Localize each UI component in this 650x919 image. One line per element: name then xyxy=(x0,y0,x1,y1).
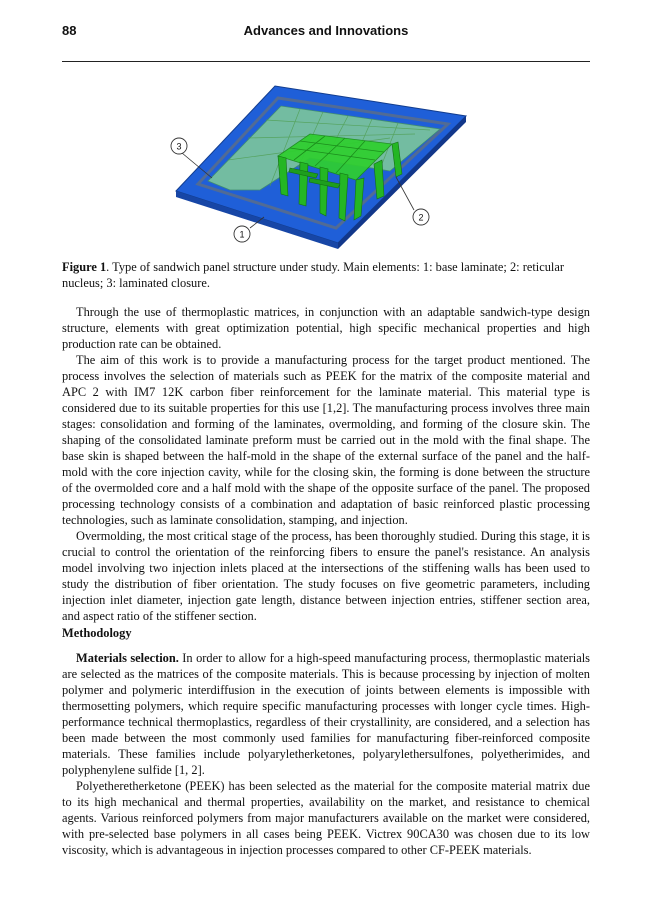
sandwich-panel-illustration xyxy=(160,78,480,253)
intro-paragraph-2: The aim of this work is to provide a manufacturing process for the target product mentioned. The process involves the selection of materials such as PEEK for the matrix of the composite material and APC 2 with IM7 12K carbon fiber reinforcement for the laminate material. This material type is considered due to its suitable properties for this use [1,2]. The manufacturing process involves three main stages: consolidation and forming of the laminates, overmolding, and forming of the closure skin. The shaping of the consolidated laminate preform must be carried out in the mold with the final shape. The base skin is shaped between the half-mold in the shape of the external surface of the panel and the half-mold with the core injection cavity, while for the closing skin, the forming is done between the structure of the overmolded core and a half mold with the shape of the opposite surface of the panel. The proposed processing technology consists of a combination and adaptation of basic reinforced plastic processing technologies, such as laminate consolidation, stamping, and injection. xyxy=(62,353,590,527)
running-header xyxy=(62,23,590,41)
methodology-section xyxy=(62,650,590,858)
figure-1 xyxy=(160,78,480,253)
materials-selection-runin: Materials selection. xyxy=(76,651,179,665)
callout-2-label: 2 xyxy=(418,212,424,223)
page-number: 88 xyxy=(62,23,77,38)
callout-3-label: 3 xyxy=(176,141,182,152)
figure-caption-text: . Type of sandwich panel structure under study. Main elements: 1: base laminate; 2: reticular nucleus; 3: laminated closure. xyxy=(62,260,564,290)
intro-paragraph-1: Through the use of thermoplastic matrices, in conjunction with an adaptable sandwich-type design structure, elements with great optimization potential, high specific mechanical properties and high production rate can be obtained. xyxy=(62,305,590,351)
header-rule xyxy=(62,61,590,62)
methodology-paragraph-2: Polyetheretherketone (PEEK) has been selected as the material for the composite material matrix due to its high mechanical and thermal properties, availability on the market, and resistance to chemical agents. Various reinforced polymers from major manufacturers available on the market were considered, with pre-selected base polymers in all cases being PEEK. Victrex 90CA30 was chosen due to its low viscosity, which is advantageous in injection processes compared to other CF-PEEK materials. xyxy=(62,779,590,857)
intro-paragraph-3: Overmolding, the most critical stage of the process, has been thoroughly studied. During this stage, it is crucial to control the orientation of the reinforcing fibers to ensure the panel's resistance. An analysis model involving two injection inlets placed at the intersections of the stiffening walls has been used to study the distribution of fiber orientation. The study focuses on five geometric parameters, including injection inlet diameter, injection gate length, distance between injection entries, stiffener section area, and aspect ratio of the stiffener section. xyxy=(62,529,590,623)
figure-caption xyxy=(62,259,590,291)
callout-1-label: 1 xyxy=(239,229,245,240)
methodology-paragraph-1-text: In order to allow for a high-speed manufacturing process, thermoplastic materials are selected as the matrices of the composite materials. This is because processing by injection of molten polymer and polymeric interdiffusion in the execution of joints between elements is impossible with thermosetting polymers, which require specific manufacturing processes with longer cycle times. High-performance technical thermoplastics, regardless of their crystallinity, are considered, and a selection has been made between the most commonly used families for manufacturing fiber-reinforced composite materials. These families include polyaryletherketones, polyarylethersulfones, polyetherimides, and polyphenylene sulfide [1, 2]. xyxy=(62,651,590,777)
section-heading-methodology: Methodology xyxy=(62,626,132,640)
intro-section xyxy=(62,304,590,624)
methodology-paragraph-1 xyxy=(62,650,590,778)
figure-caption-label: Figure 1 xyxy=(62,260,107,274)
running-title: Advances and Innovations xyxy=(243,23,409,38)
